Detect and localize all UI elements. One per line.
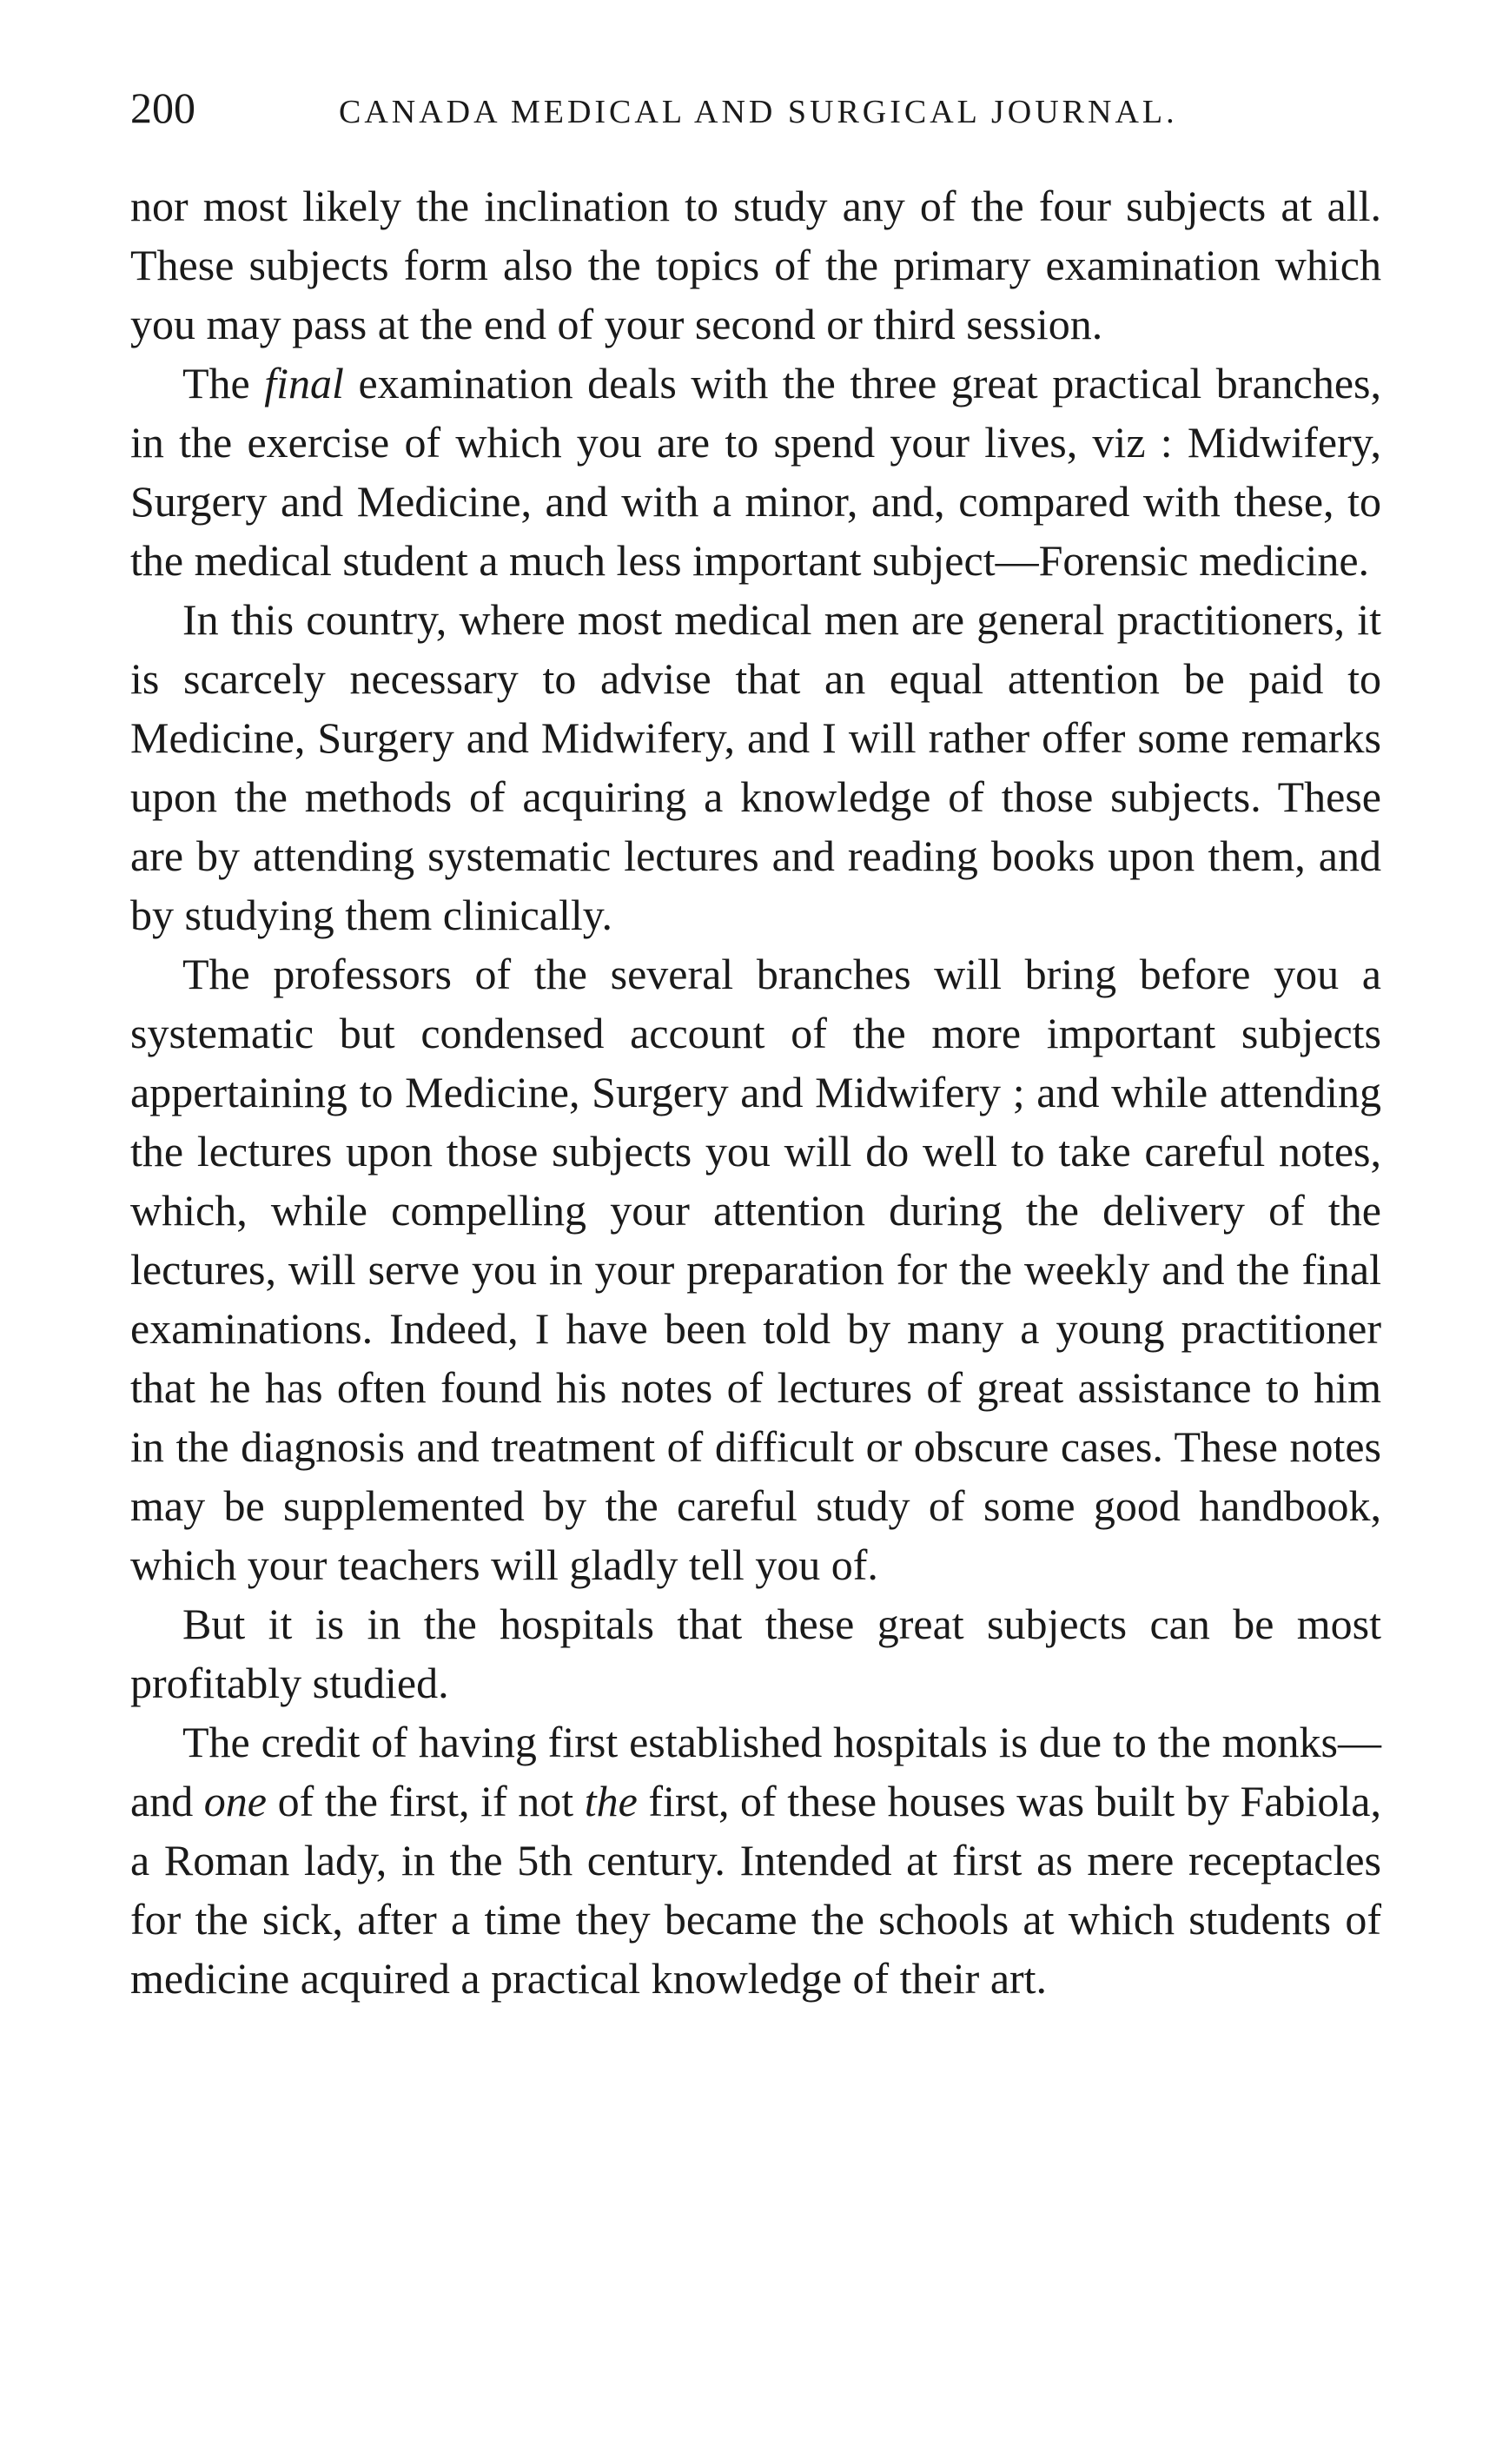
page-header (130, 83, 1381, 143)
page-number: 200 (130, 83, 195, 132)
emphasis-one: one (203, 1777, 267, 1825)
running-title: CANADA MEDICAL AND SURGICAL JOURNAL. (339, 94, 1178, 130)
paragraph-monks (130, 1712, 1381, 2008)
paragraph-hospitals: But it is in the hospitals that these great subjects can be most profitably studied. (130, 1600, 1381, 1707)
journal-page (130, 83, 1381, 2008)
paragraph-text: first, of these houses was built by Fabiola, a Roman lady, in the 5th century. Intended at first as mere receptacles for the sick, after a time they became the schools at which students of medicine acquired a practical knowledge of their art. (130, 1777, 1381, 2003)
paragraph-final-examination (130, 354, 1381, 590)
paragraph-text: The (182, 359, 265, 407)
paragraph-text: of the first, if not (266, 1777, 585, 1825)
paragraph-text: The credit of having first established hospitals is due to the monks—and (130, 1718, 1381, 1825)
paragraph-professors: The professors of the several branches will bring before you a systematic but condensed account of the more important subjects appertaining to Medicine, Surgery and Midwifery ; and while attending the lectures upon those subjects you will do well to take careful notes, which, while compelling your attention during the delivery of the lectures, will serve you in your preparation for the weekly and the final examinations. Indeed, I have been told by many a young practitioner that he has often found his notes of lectures of great assistance to him in the diagnosis and treatment of difficult or obscure cases. These notes may be supplemented by the careful study of some good handbook, which your teachers will gladly tell you of. (130, 950, 1381, 1589)
paragraph-text: examination deals with the three great practical branches, in the exercise of which you are to spend your lives, viz : Midwifery, Surgery and Medicine, and with a minor, and, compared with these, to the medical student a much less important subject—Forensic medicine. (130, 359, 1381, 585)
body-text (130, 176, 1381, 2008)
emphasis-final: final (264, 359, 344, 407)
paragraph-continuation: nor most likely the inclination to study any of the four subjects at all. These subjects form also the topics of the primary examination which you may pass at the end of your second or third session. (130, 182, 1381, 348)
emphasis-the: the (584, 1777, 638, 1825)
paragraph-general-practitioners: In this country, where most medical men are general practitioners, it is scarcely necessary to advise that an equal attention be paid to Medicine, Surgery and Midwifery, and I will rather offer some remarks upon the methods of acquiring a knowledge of those subjects. These are by attending systematic lectures and reading books upon them, and by studying them clinically. (130, 595, 1381, 939)
